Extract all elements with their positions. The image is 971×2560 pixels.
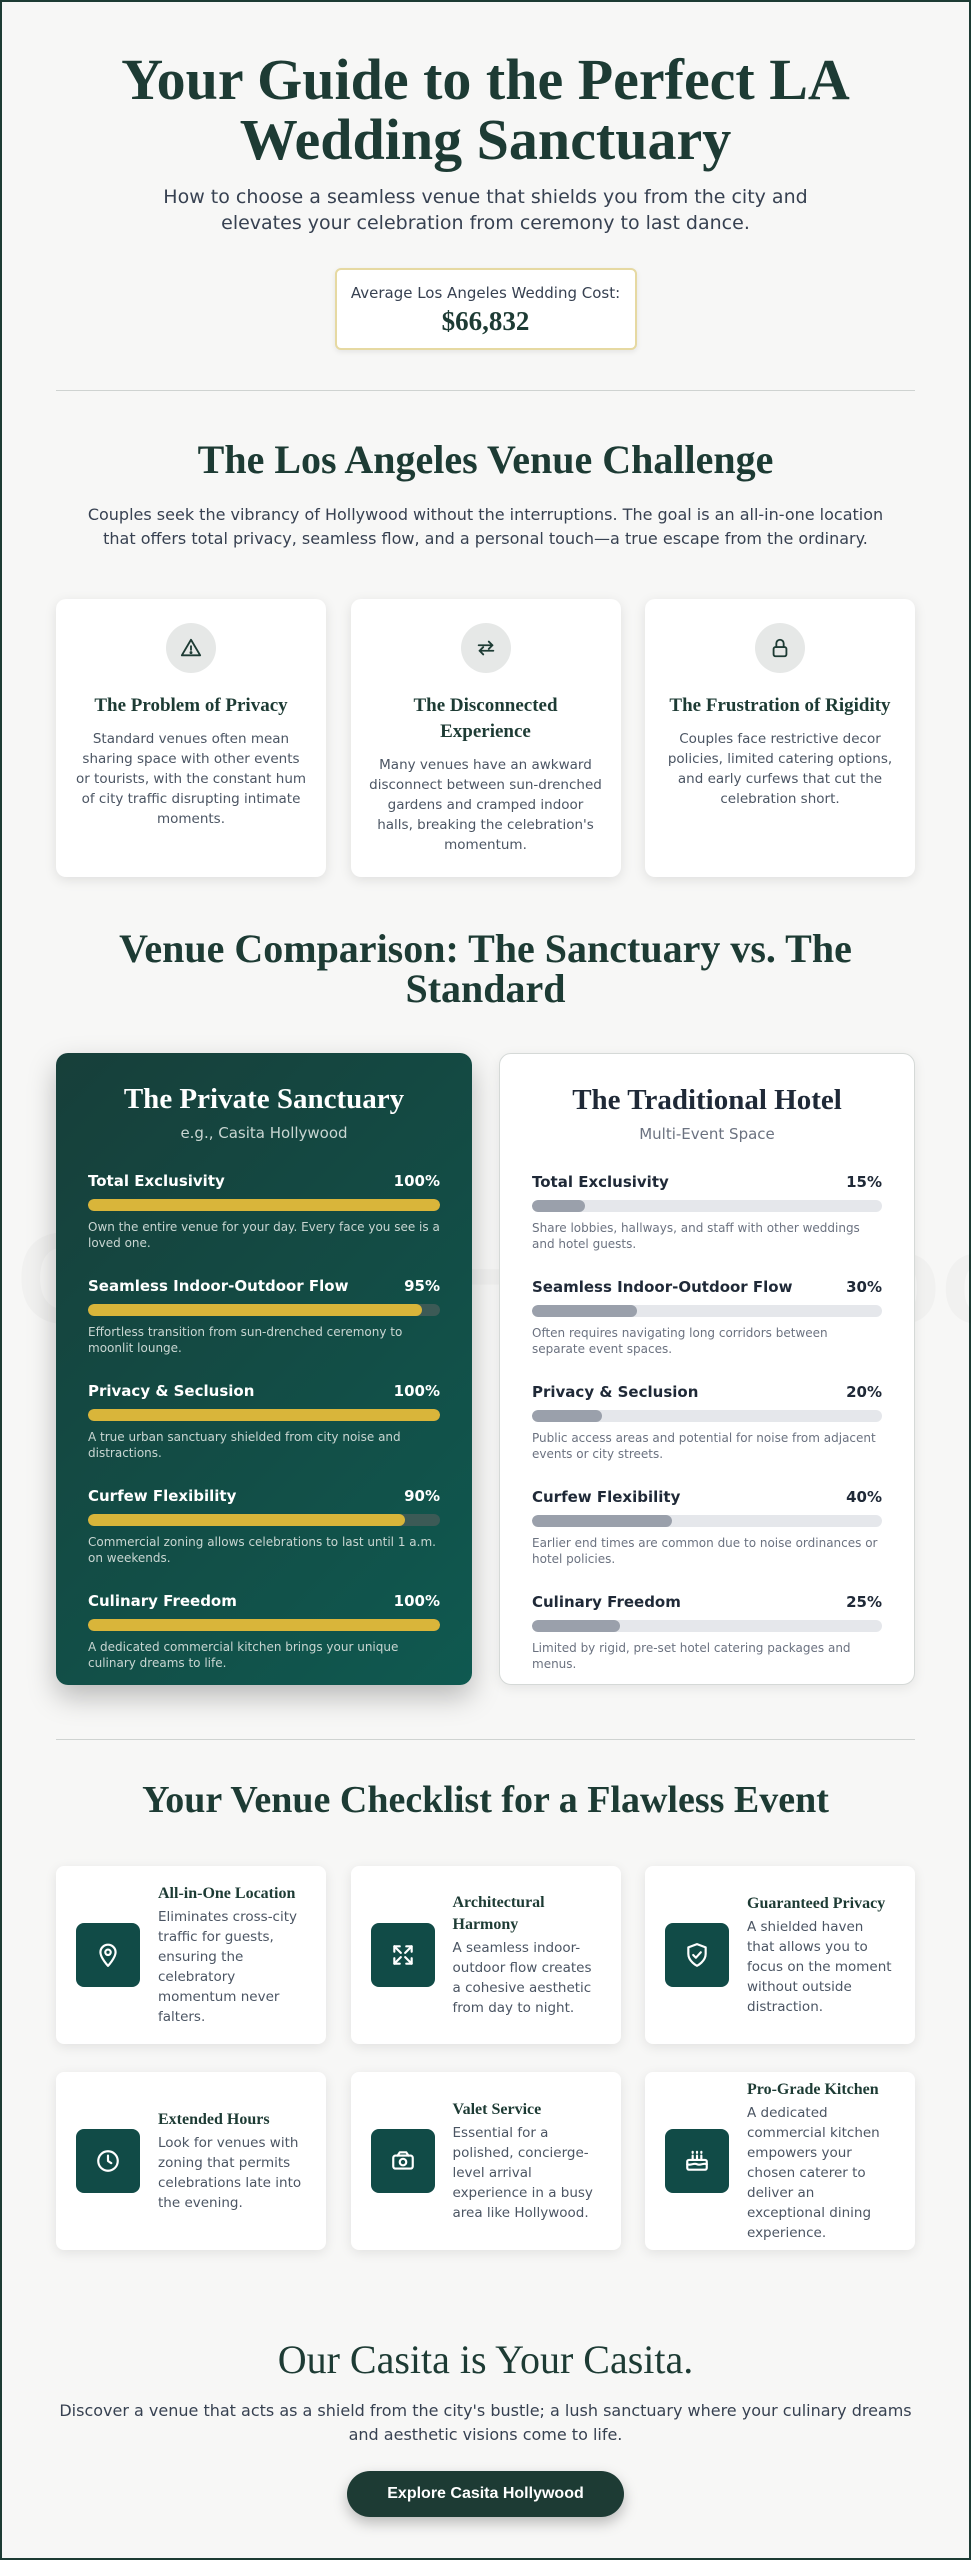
challenge-cards: [56, 599, 915, 877]
metric-row: [532, 1278, 882, 1296]
checklist-card-text: A dedicated commercial kitchen empowers your chosen caterer to deliver an exceptional dining experience.: [747, 2105, 880, 2241]
lock-icon: [755, 623, 805, 673]
checklist-card-title: Valet Service: [452, 2101, 542, 2118]
checklist-section: [56, 1778, 915, 2250]
checklist-card-text: A shielded haven that allows you to focus on the moment without outside distraction.: [747, 1919, 892, 2015]
metric-item: [88, 1592, 440, 1671]
comparison-title: Venue Comparison: The Sanctuary vs. The Standard: [119, 926, 852, 1011]
metric-bar: [88, 1199, 440, 1211]
metric-bar: [88, 1304, 440, 1316]
metric-row: [88, 1592, 440, 1610]
checklist-card: [645, 1866, 915, 2044]
section-divider: [56, 1739, 915, 1740]
challenge-section: [56, 437, 915, 877]
metric-bar-fill: [532, 1305, 637, 1317]
metric-description: A dedicated commercial kitchen brings your unique culinary dreams to life.: [88, 1640, 399, 1670]
challenge-card-disconnected: [351, 599, 621, 877]
metric-description: Effortless transition from sun-drenched ceremony to moonlit lounge.: [88, 1325, 403, 1355]
checklist-card-text: Essential for a polished, concierge-level arrival experience in a busy area like Hollywood.: [452, 2125, 593, 2221]
metric-bar: [532, 1620, 882, 1632]
metric-row: [88, 1487, 440, 1505]
checklist-grid: [56, 1866, 915, 2250]
hotel-card: [499, 1053, 915, 1685]
hero-section: [56, 2, 915, 350]
metric-bar-fill: [88, 1304, 422, 1316]
sanctuary-metrics: [88, 1172, 440, 1671]
metric-value: 100%: [393, 1172, 440, 1190]
metric-label: Curfew Flexibility: [532, 1488, 681, 1506]
checklist-card-text: Eliminates cross-city traffic for guests, ensuring the celebratory momentum never falters.: [158, 1909, 298, 2025]
checklist-card-title: All-in-One Location: [158, 1885, 296, 1902]
metric-value: 100%: [393, 1382, 440, 1400]
metric-bar: [532, 1200, 882, 1212]
metric-label: Culinary Freedom: [532, 1593, 681, 1611]
metric-description: Often requires navigating long corridors between separate event spaces.: [532, 1326, 828, 1356]
metric-row: [532, 1173, 882, 1191]
challenge-card-privacy: [56, 599, 326, 877]
metric-row: [532, 1488, 882, 1506]
hotel-title: The Traditional Hotel: [572, 1084, 842, 1116]
metric-item: [532, 1593, 882, 1672]
metric-item: [532, 1278, 882, 1357]
challenge-card-title: The Frustration of Rigidity: [669, 695, 891, 716]
metric-row: [88, 1277, 440, 1295]
checklist-card-title: Extended Hours: [158, 2111, 270, 2128]
metric-row: [88, 1172, 440, 1190]
metric-item: [88, 1277, 440, 1356]
page-title: Your Guide to the Perfect LA Wedding Sanctuary: [121, 47, 850, 172]
metric-value: 100%: [393, 1592, 440, 1610]
metric-bar-fill: [532, 1410, 602, 1422]
challenge-intro: Couples seek the vibrancy of Hollywood without the interruptions. The goal is an all-in-one location that offers total privacy, seamless flow, and a personal touch—a true escape from the ordinary.: [87, 505, 884, 548]
checklist-card: [351, 1866, 621, 2044]
metric-bar-fill: [88, 1409, 440, 1421]
metric-label: Seamless Indoor-Outdoor Flow: [532, 1278, 793, 1296]
metric-item: [88, 1382, 440, 1461]
challenge-card-title: The Disconnected Experience: [413, 695, 558, 742]
metric-label: Total Exclusivity: [532, 1173, 669, 1191]
challenge-card-text: Many venues have an awkward disconnect between sun-drenched gardens and cramped indoor halls, breaking the celebration's momentum.: [369, 757, 602, 853]
metric-bar: [532, 1305, 882, 1317]
metric-label: Culinary Freedom: [88, 1592, 237, 1610]
average-cost-label: Average Los Angeles Wedding Cost:: [350, 284, 621, 302]
metric-bar: [88, 1409, 440, 1421]
expand-arrows-icon: [371, 1923, 435, 1987]
checklist-card-title: Architectural Harmony: [452, 1894, 545, 1933]
hotel-metrics: [532, 1173, 882, 1672]
explore-button[interactable]: Explore Casita Hollywood: [347, 2471, 623, 2517]
section-divider: [56, 390, 915, 391]
warning-icon: [166, 623, 216, 673]
metric-value: 30%: [846, 1278, 882, 1296]
comparison-section: [56, 926, 915, 1685]
metric-bar: [88, 1619, 440, 1631]
metric-bar: [88, 1514, 440, 1526]
shield-check-icon: [665, 1923, 729, 1987]
metric-item: [88, 1487, 440, 1566]
metric-label: Privacy & Seclusion: [532, 1383, 699, 1401]
metric-item: [88, 1172, 440, 1251]
page: [2, 2, 969, 2517]
average-cost-value: $66,832: [441, 306, 530, 336]
metric-value: 25%: [846, 1593, 882, 1611]
checklist-title: Your Venue Checklist for a Flawless Event: [142, 1779, 829, 1821]
challenge-card-title: The Problem of Privacy: [94, 695, 288, 716]
checklist-card-title: Guaranteed Privacy: [747, 1895, 886, 1912]
challenge-card-text: Couples face restrictive decor policies, limited catering options, and early curfews that cut the celebration short.: [667, 731, 893, 807]
metric-label: Seamless Indoor-Outdoor Flow: [88, 1277, 349, 1295]
challenge-card-rigidity: [645, 599, 915, 877]
metric-item: [532, 1383, 882, 1462]
hero-subtitle: How to choose a seamless venue that shields you from the city and elevates your celebration from ceremony to last dance.: [163, 186, 808, 234]
cta-title: Our Casita is Your Casita.: [277, 2337, 694, 2382]
metric-label: Total Exclusivity: [88, 1172, 225, 1190]
metric-bar-fill: [532, 1515, 672, 1527]
metric-description: Earlier end times are common due to noise ordinances or hotel policies.: [532, 1536, 878, 1566]
checklist-card-text: A seamless indoor-outdoor flow creates a cohesive aesthetic from day to night.: [452, 1940, 592, 2016]
challenge-title: The Los Angeles Venue Challenge: [197, 437, 774, 482]
metric-row: [88, 1382, 440, 1400]
location-pin-icon: [76, 1923, 140, 1987]
metric-value: 90%: [404, 1487, 440, 1505]
metric-bar-fill: [88, 1199, 440, 1211]
metric-bar-fill: [532, 1200, 585, 1212]
metric-description: Limited by rigid, pre-set hotel catering packages and menus.: [532, 1641, 851, 1671]
cta-text: Discover a venue that acts as a shield from the city's bustle; a lush sanctuary where your culinary dreams and aesthetic visions come to life.: [59, 2401, 912, 2444]
checklist-card: [351, 2072, 621, 2250]
metric-value: 40%: [846, 1488, 882, 1506]
checklist-card: [56, 1866, 326, 2044]
metric-description: Own the entire venue for your day. Every face you see is a loved one.: [88, 1220, 440, 1250]
metric-bar-fill: [88, 1619, 440, 1631]
metric-description: Public access areas and potential for noise from adjacent events or city streets.: [532, 1431, 876, 1461]
sanctuary-title: The Private Sanctuary: [123, 1083, 405, 1115]
metric-row: [532, 1593, 882, 1611]
metric-item: [532, 1173, 882, 1252]
metric-bar: [532, 1410, 882, 1422]
metric-description: Share lobbies, hallways, and staff with other weddings and hotel guests.: [532, 1221, 860, 1251]
sanctuary-example: e.g., Casita Hollywood: [180, 1124, 348, 1142]
swap-arrows-icon: [461, 623, 511, 673]
metric-description: A true urban sanctuary shielded from city noise and distractions.: [88, 1430, 401, 1460]
clock-icon: [76, 2129, 140, 2193]
metric-value: 95%: [404, 1277, 440, 1295]
metric-bar-fill: [88, 1514, 405, 1526]
cta-section: [56, 2336, 915, 2517]
metric-value: 15%: [846, 1173, 882, 1191]
hotel-example: Multi-Event Space: [639, 1125, 775, 1143]
checklist-card: [56, 2072, 326, 2250]
car-icon: [371, 2129, 435, 2193]
metric-row: [532, 1383, 882, 1401]
comparison-cards: [56, 1053, 915, 1685]
checklist-card-text: Look for venues with zoning that permits celebrations late into the evening.: [158, 2135, 302, 2211]
metric-value: 20%: [846, 1383, 882, 1401]
checklist-card: [645, 2072, 915, 2250]
metric-label: Privacy & Seclusion: [88, 1382, 255, 1400]
average-cost-box: [335, 268, 637, 350]
sanctuary-card: [56, 1053, 472, 1685]
metric-item: [532, 1488, 882, 1567]
metric-label: Curfew Flexibility: [88, 1487, 237, 1505]
metric-bar-fill: [532, 1620, 620, 1632]
metric-description: Commercial zoning allows celebrations to last until 1 a.m. on weekends.: [88, 1535, 436, 1565]
challenge-card-text: Standard venues often mean sharing space with other events or tourists, with the constant hum of city traffic disrupting intimate moments.: [75, 731, 307, 827]
cake-icon: [665, 2129, 729, 2193]
metric-bar: [532, 1515, 882, 1527]
checklist-card-title: Pro-Grade Kitchen: [747, 2081, 879, 2098]
